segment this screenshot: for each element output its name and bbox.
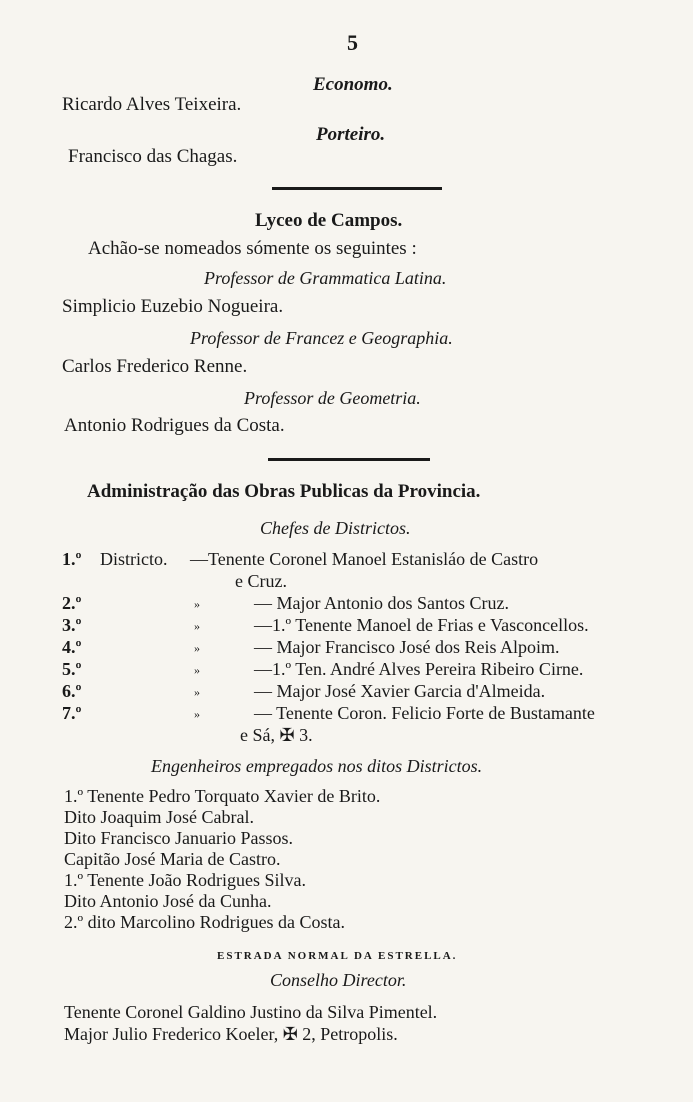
lyceu-intro: Achão-se nomeados sómente os seguintes : <box>88 238 417 259</box>
district-number: 6.º <box>62 681 82 701</box>
engineer-entry: Dito Antonio José da Cunha. <box>64 891 272 911</box>
district-number: 3.º <box>62 615 82 635</box>
lyceu-professor-name: Carlos Frederico Renne. <box>62 356 248 377</box>
economo-name: Ricardo Alves Teixeira. <box>62 94 242 115</box>
conselho-member: Tenente Coronel Galdino Justino da Silva Pimentel. <box>64 1002 438 1022</box>
ditto-mark: » <box>194 685 200 699</box>
district-number: 5.º <box>62 659 82 679</box>
conselho-member: Major Julio Frederico Koeler, ✠ 2, Petropolis. <box>64 1024 398 1044</box>
district-chief: —1.º Tenente Manoel de Frias e Vasconcellos. <box>254 615 589 635</box>
ditto-mark: » <box>194 707 200 721</box>
ditto-mark: » <box>194 663 200 677</box>
lyceu-title: Lyceo de Campos. <box>255 210 403 231</box>
district-continuation: e Sá, ✠ 3. <box>240 725 313 745</box>
obras-title: Administração das Obras Publicas da Provincia. <box>87 481 481 502</box>
economo-heading: Economo. <box>313 74 393 95</box>
district-chief: — Major José Xavier Garcia d'Almeida. <box>254 681 546 701</box>
district-continuation: e Cruz. <box>235 571 287 591</box>
ditto-mark: » <box>194 597 200 611</box>
section-divider <box>268 458 430 461</box>
lyceu-subject-heading: Professor de Grammatica Latina. <box>204 268 447 288</box>
lyceu-professor-name: Simplicio Euzebio Nogueira. <box>62 296 284 317</box>
estrada-title: ESTRADA NORMAL DA ESTRELLA. <box>217 950 458 962</box>
lyceu-professor-name: Antonio Rodrigues da Costa. <box>64 415 285 436</box>
engineer-entry: 1.º Tenente João Rodrigues Silva. <box>64 870 306 890</box>
lyceu-subject-heading: Professor de Francez e Geographia. <box>190 328 453 348</box>
engenheiros-heading: Engenheiros empregados nos ditos Districtos. <box>151 756 483 776</box>
chefes-heading: Chefes de Districtos. <box>260 518 411 538</box>
engineer-entry: Dito Francisco Januario Passos. <box>64 828 293 848</box>
ditto-mark: » <box>194 641 200 655</box>
porteiro-name: Francisco das Chagas. <box>68 146 238 167</box>
district-chief: —1.º Ten. André Alves Pereira Ribeiro Cirne. <box>254 659 584 679</box>
district-number: 7.º <box>62 703 82 723</box>
porteiro-heading: Porteiro. <box>316 124 386 145</box>
lyceu-subject-heading: Professor de Geometria. <box>244 388 421 408</box>
district-number: 4.º <box>62 637 82 657</box>
page-number: 5 <box>347 30 358 55</box>
district-chief: — Major Antonio dos Santos Cruz. <box>254 593 509 613</box>
section-divider <box>272 187 442 190</box>
district-number: 2.º <box>62 593 82 613</box>
engineer-entry: 1.º Tenente Pedro Torquato Xavier de Brito. <box>64 786 381 806</box>
conselho-heading: Conselho Director. <box>270 970 407 990</box>
engineer-entry: Capitão José Maria de Castro. <box>64 849 281 869</box>
district-chief: —Tenente Coronel Manoel Estanisláo de Castro <box>190 549 539 569</box>
ditto-mark: » <box>194 619 200 633</box>
engineer-entry: Dito Joaquim José Cabral. <box>64 807 254 827</box>
engineer-entry: 2.º dito Marcolino Rodrigues da Costa. <box>64 912 346 932</box>
district-label: Districto. <box>100 549 168 569</box>
district-number: 1.º <box>62 549 82 569</box>
district-chief: — Major Francisco José dos Reis Alpoim. <box>254 637 560 657</box>
district-chief: — Tenente Coron. Felicio Forte de Bustamante <box>254 703 595 723</box>
